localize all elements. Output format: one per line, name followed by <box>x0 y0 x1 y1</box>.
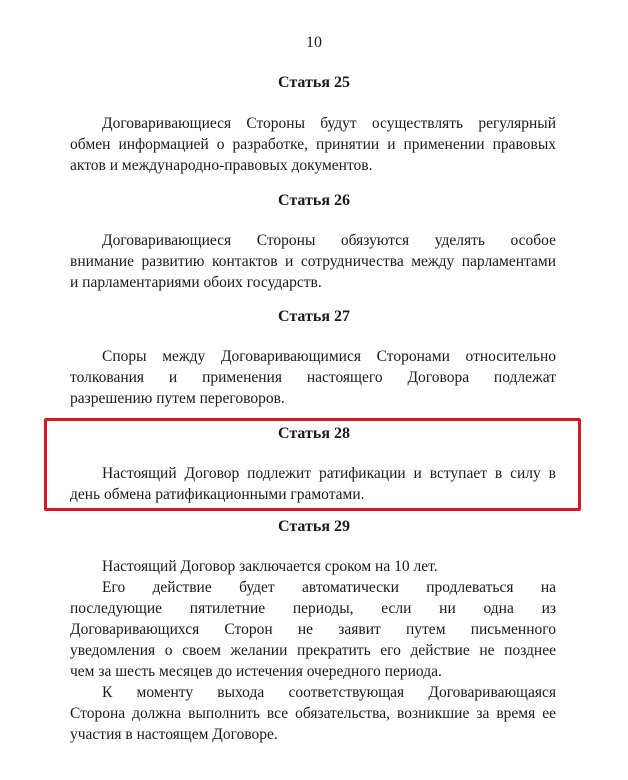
article-27-heading: Статья 27 <box>278 308 350 325</box>
text-line: Договаривающихся Сторон не заявит путем письменного <box>70 621 556 638</box>
article-25-text <box>70 113 556 176</box>
article-26-heading: Статья 26 <box>278 192 350 209</box>
text-line: и парламентариями обоих государств. <box>70 274 322 291</box>
text-line: Договаривающиеся Стороны обязуются уделять особое <box>102 232 556 249</box>
article-29-heading: Статья 29 <box>278 518 350 535</box>
article-28-heading: Статья 28 <box>278 425 350 442</box>
text-line: Его действие будет автоматически продлеваться на <box>102 579 556 596</box>
text-line: Настоящий Договор подлежит ратификации и вступает в силу в <box>102 465 556 482</box>
text-line: день обмена ратификационными грамотами. <box>70 486 365 503</box>
article-26-text <box>70 230 556 293</box>
text-line: К моменту выхода соответствующая Договаривающаяся <box>102 684 556 701</box>
text-line: разрешению путем переговоров. <box>70 390 285 407</box>
text-line: Настоящий Договор заключается сроком на 10 лет. <box>102 558 438 575</box>
article-29-text <box>70 556 556 745</box>
text-line: уведомления о своем желании прекратить его действие не позднее <box>70 642 556 659</box>
text-line: Споры между Договаривающимися Сторонами относительно <box>102 348 556 365</box>
text-line: чем за шесть месяцев до истечения очередного периода. <box>70 663 442 680</box>
article-27-text <box>70 346 556 409</box>
article-28-text <box>70 463 556 505</box>
text-line: Договаривающиеся Стороны будут осуществлять регулярный <box>102 115 556 132</box>
text-line: актов и международно-правовых документов. <box>70 157 373 174</box>
text-line: толкования и применения настоящего Договора подлежат <box>70 369 556 386</box>
article-25-heading: Статья 25 <box>278 74 350 91</box>
page-number: 10 <box>306 34 322 51</box>
text-line: последующие пятилетние периоды, если ни одна из <box>70 600 556 617</box>
text-line: участия в настоящем Договоре. <box>70 726 278 743</box>
text-line: Сторона должна выполнить все обязательства, возникшие за время ее <box>70 705 556 722</box>
text-line: обмен информацией о разработке, принятии и применении правовых <box>70 136 556 153</box>
text-line: внимание развитию контактов и сотрудничества между парламентами <box>70 253 556 270</box>
